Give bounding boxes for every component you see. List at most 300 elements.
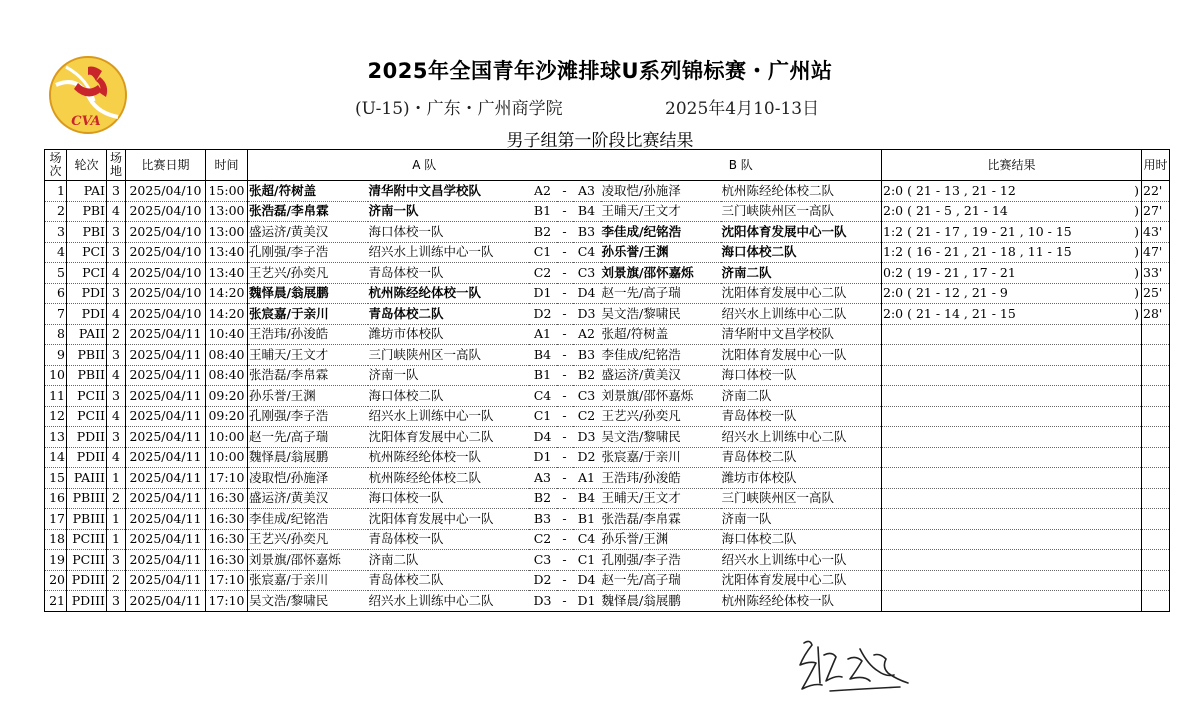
row-b-players: 王浩玮/孙浚皓 <box>601 468 721 489</box>
row-time: 16:30 <box>206 509 248 530</box>
table-row <box>45 242 1170 263</box>
row-a-pos: C2 <box>529 263 557 284</box>
row-court: 3 <box>107 591 126 612</box>
row-duration <box>1142 406 1170 427</box>
row-duration <box>1142 468 1170 489</box>
row-date: 2025/04/10 <box>126 201 206 222</box>
row-result-score: 2:0 ( 21 - 14 , 21 - 15 <box>883 305 1016 321</box>
table-row <box>45 365 1170 386</box>
row-result-score: 0:2 ( 19 - 21 , 17 - 21 <box>883 264 1016 280</box>
row-time: 14:20 <box>206 283 248 304</box>
subtitle-date: 2025年4月10-13日 <box>665 99 820 119</box>
row-round: PBII <box>67 345 107 366</box>
row-b-pos: B3 <box>573 345 601 366</box>
row-duration <box>1142 591 1170 612</box>
row-dash: - <box>557 406 573 427</box>
row-a-team: 济南一队 <box>368 201 529 222</box>
row-b-team: 海口体校二队 <box>721 242 882 263</box>
row-time: 17:10 <box>206 468 248 489</box>
row-court: 4 <box>107 406 126 427</box>
row-b-pos: B4 <box>573 488 601 509</box>
row-a-team: 绍兴水上训练中心一队 <box>368 242 529 263</box>
row-result <box>882 201 1142 222</box>
row-b-players: 张超/符树盖 <box>601 324 721 345</box>
row-a-team: 青岛体校一队 <box>368 263 529 284</box>
row-dash: - <box>557 365 573 386</box>
row-a-team: 青岛体校一队 <box>368 529 529 550</box>
row-date: 2025/04/11 <box>126 406 206 427</box>
row-round: PBII <box>67 365 107 386</box>
row-b-pos: D3 <box>573 427 601 448</box>
row-no: 12 <box>45 406 67 427</box>
row-dash: - <box>557 222 573 243</box>
row-date: 2025/04/11 <box>126 509 206 530</box>
row-time: 09:20 <box>206 386 248 407</box>
row-round: PBIII <box>67 509 107 530</box>
row-date: 2025/04/11 <box>126 324 206 345</box>
row-result <box>882 345 1142 366</box>
row-dash: - <box>557 263 573 284</box>
row-court: 2 <box>107 324 126 345</box>
row-b-team: 清华附中文昌学校队 <box>721 324 882 345</box>
row-result <box>882 570 1142 591</box>
row-a-team: 青岛体校二队 <box>368 570 529 591</box>
row-b-players: 张浩磊/李帛霖 <box>601 509 721 530</box>
row-a-players: 张宸嘉/于亲川 <box>248 304 368 325</box>
table-row <box>45 529 1170 550</box>
row-duration: 27' <box>1142 201 1170 222</box>
table-row <box>45 181 1170 202</box>
row-round: PAII <box>67 324 107 345</box>
row-b-pos: D4 <box>573 570 601 591</box>
row-a-players: 王艺兴/孙奕凡 <box>248 263 368 284</box>
row-result <box>882 242 1142 263</box>
row-no: 13 <box>45 427 67 448</box>
row-dash: - <box>557 345 573 366</box>
row-b-players: 王晡天/王文才 <box>601 488 721 509</box>
table-row <box>45 550 1170 571</box>
row-dash: - <box>557 447 573 468</box>
row-a-pos: B3 <box>529 509 557 530</box>
row-time: 10:00 <box>206 447 248 468</box>
row-round: PDIII <box>67 570 107 591</box>
row-b-team: 绍兴水上训练中心二队 <box>721 427 882 448</box>
row-duration: 47' <box>1142 242 1170 263</box>
row-a-pos: D1 <box>529 447 557 468</box>
table-row <box>45 468 1170 489</box>
row-b-players: 刘景旗/邵怀嘉烁 <box>601 263 721 284</box>
table-row <box>45 509 1170 530</box>
row-result <box>882 181 1142 202</box>
row-round: PCI <box>67 242 107 263</box>
row-court: 3 <box>107 345 126 366</box>
header-no: 场次 <box>45 150 67 181</box>
row-b-players: 赵一先/高子瑞 <box>601 283 721 304</box>
row-no: 15 <box>45 468 67 489</box>
row-time: 08:40 <box>206 345 248 366</box>
row-a-players: 孙乐誉/王渊 <box>248 386 368 407</box>
row-a-pos: C1 <box>529 406 557 427</box>
row-b-pos: A2 <box>573 324 601 345</box>
row-a-pos: D3 <box>529 591 557 612</box>
row-no: 17 <box>45 509 67 530</box>
row-no: 5 <box>45 263 67 284</box>
row-court: 3 <box>107 283 126 304</box>
row-dash: - <box>557 386 573 407</box>
row-b-team: 绍兴水上训练中心一队 <box>721 550 882 571</box>
row-court: 4 <box>107 263 126 284</box>
row-result-score: 2:0 ( 21 - 13 , 21 - 12 <box>883 182 1016 198</box>
row-time: 08:40 <box>206 365 248 386</box>
row-b-players: 魏怿晨/翁展鹏 <box>601 591 721 612</box>
row-result <box>882 406 1142 427</box>
row-date: 2025/04/10 <box>126 283 206 304</box>
row-b-team: 沈阳体育发展中心一队 <box>721 222 882 243</box>
row-dash: - <box>557 242 573 263</box>
subtitle-event: (U-15)・广东・广州商学院 <box>355 99 563 119</box>
row-b-pos: C2 <box>573 406 601 427</box>
row-time: 16:30 <box>206 488 248 509</box>
header-team-b: B 队 <box>601 150 882 181</box>
row-time: 09:20 <box>206 406 248 427</box>
row-time: 10:00 <box>206 427 248 448</box>
row-date: 2025/04/11 <box>126 386 206 407</box>
row-date: 2025/04/11 <box>126 345 206 366</box>
row-duration <box>1142 365 1170 386</box>
row-result <box>882 365 1142 386</box>
row-date: 2025/04/11 <box>126 591 206 612</box>
row-no: 21 <box>45 591 67 612</box>
row-a-players: 张超/符树盖 <box>248 181 368 202</box>
row-court: 3 <box>107 386 126 407</box>
row-result <box>882 283 1142 304</box>
row-result <box>882 447 1142 468</box>
row-b-pos: C4 <box>573 242 601 263</box>
row-result <box>882 222 1142 243</box>
row-b-players: 张宸嘉/于亲川 <box>601 447 721 468</box>
table-row <box>45 222 1170 243</box>
row-no: 18 <box>45 529 67 550</box>
row-dash: - <box>557 468 573 489</box>
row-b-pos: D1 <box>573 591 601 612</box>
row-b-pos: C1 <box>573 550 601 571</box>
table-row <box>45 324 1170 345</box>
row-result <box>882 304 1142 325</box>
row-court: 2 <box>107 570 126 591</box>
row-a-team: 济南二队 <box>368 550 529 571</box>
row-b-players: 孔刚强/李子浩 <box>601 550 721 571</box>
row-duration <box>1142 386 1170 407</box>
header-time: 时间 <box>206 150 248 181</box>
row-duration <box>1142 509 1170 530</box>
row-court: 3 <box>107 181 126 202</box>
row-a-players: 李佳成/纪铭浩 <box>248 509 368 530</box>
row-round: PCIII <box>67 550 107 571</box>
row-court: 1 <box>107 468 126 489</box>
row-a-team: 杭州陈经纶体校一队 <box>368 283 529 304</box>
row-a-team: 杭州陈经纶体校二队 <box>368 468 529 489</box>
results-table <box>44 149 1170 612</box>
row-b-pos: C4 <box>573 529 601 550</box>
row-b-players: 李佳成/纪铭浩 <box>601 345 721 366</box>
row-dash: - <box>557 427 573 448</box>
row-result-close: ) <box>1134 244 1139 260</box>
row-duration: 33' <box>1142 263 1170 284</box>
row-date: 2025/04/11 <box>126 427 206 448</box>
row-court: 3 <box>107 222 126 243</box>
row-a-team: 潍坊市体校队 <box>368 324 529 345</box>
row-court: 4 <box>107 447 126 468</box>
row-b-team: 沈阳体育发展中心二队 <box>721 283 882 304</box>
row-no: 7 <box>45 304 67 325</box>
row-no: 11 <box>45 386 67 407</box>
row-b-team: 济南二队 <box>721 386 882 407</box>
row-b-players: 赵一先/高子瑞 <box>601 570 721 591</box>
row-b-players: 王晡天/王文才 <box>601 201 721 222</box>
row-dash: - <box>557 304 573 325</box>
row-a-players: 张宸嘉/于亲川 <box>248 570 368 591</box>
row-b-team: 济南二队 <box>721 263 882 284</box>
table-row <box>45 488 1170 509</box>
row-result-score: 2:0 ( 21 - 12 , 21 - 9 <box>883 285 1008 301</box>
row-a-players: 赵一先/高子瑞 <box>248 427 368 448</box>
header-round: 轮次 <box>67 150 107 181</box>
row-result <box>882 529 1142 550</box>
row-b-pos: C3 <box>573 263 601 284</box>
row-a-players: 凌取恺/孙施泽 <box>248 468 368 489</box>
row-a-pos: B1 <box>529 365 557 386</box>
row-dash: - <box>557 488 573 509</box>
row-a-players: 盛运济/黄美汉 <box>248 488 368 509</box>
row-date: 2025/04/11 <box>126 488 206 509</box>
row-result-close: ) <box>1134 182 1139 198</box>
table-row <box>45 386 1170 407</box>
row-result <box>882 468 1142 489</box>
row-court: 1 <box>107 529 126 550</box>
row-date: 2025/04/10 <box>126 242 206 263</box>
row-round: PBI <box>67 222 107 243</box>
table-row <box>45 283 1170 304</box>
row-no: 2 <box>45 201 67 222</box>
row-time: 16:30 <box>206 550 248 571</box>
row-a-players: 孔刚强/李子浩 <box>248 406 368 427</box>
row-no: 20 <box>45 570 67 591</box>
row-round: PDII <box>67 427 107 448</box>
row-b-players: 李佳成/纪铭浩 <box>601 222 721 243</box>
row-round: PAI <box>67 181 107 202</box>
row-a-pos: D1 <box>529 283 557 304</box>
row-b-players: 盛运济/黄美汉 <box>601 365 721 386</box>
row-duration: 43' <box>1142 222 1170 243</box>
group-title: 男子组第一阶段比赛结果 <box>506 131 694 151</box>
row-a-pos: C3 <box>529 550 557 571</box>
row-result <box>882 591 1142 612</box>
row-round: PDIII <box>67 591 107 612</box>
row-duration <box>1142 447 1170 468</box>
row-round: PCIII <box>67 529 107 550</box>
row-result <box>882 488 1142 509</box>
row-a-players: 魏怿晨/翁展鹏 <box>248 447 368 468</box>
row-b-team: 三门峡陕州区一高队 <box>721 201 882 222</box>
row-time: 16:30 <box>206 529 248 550</box>
row-b-players: 凌取恺/孙施泽 <box>601 181 721 202</box>
row-result-close: ) <box>1134 223 1139 239</box>
row-a-players: 王晡天/王文才 <box>248 345 368 366</box>
row-b-pos: D3 <box>573 304 601 325</box>
table-row <box>45 263 1170 284</box>
row-no: 4 <box>45 242 67 263</box>
table-row <box>45 447 1170 468</box>
row-duration: 28' <box>1142 304 1170 325</box>
row-court: 4 <box>107 201 126 222</box>
row-no: 19 <box>45 550 67 571</box>
row-time: 15:00 <box>206 181 248 202</box>
row-time: 10:40 <box>206 324 248 345</box>
row-a-pos: B2 <box>529 222 557 243</box>
row-date: 2025/04/11 <box>126 468 206 489</box>
row-date: 2025/04/10 <box>126 304 206 325</box>
header-result: 比赛结果 <box>882 150 1142 181</box>
logo-text: CVA <box>71 114 101 129</box>
row-date: 2025/04/10 <box>126 263 206 284</box>
table-row <box>45 345 1170 366</box>
row-time: 13:00 <box>206 222 248 243</box>
row-a-players: 吴文浩/黎啸民 <box>248 591 368 612</box>
row-dash: - <box>557 591 573 612</box>
row-a-pos: D2 <box>529 570 557 591</box>
row-b-pos: B1 <box>573 509 601 530</box>
row-result <box>882 427 1142 448</box>
row-b-players: 刘景旗/邵怀嘉烁 <box>601 386 721 407</box>
row-no: 6 <box>45 283 67 304</box>
header-court: 场地 <box>107 150 126 181</box>
row-no: 1 <box>45 181 67 202</box>
row-a-team: 绍兴水上训练中心一队 <box>368 406 529 427</box>
row-time: 13:00 <box>206 201 248 222</box>
row-a-pos: A2 <box>529 181 557 202</box>
row-b-pos: B3 <box>573 222 601 243</box>
row-b-pos: A3 <box>573 181 601 202</box>
row-a-pos: B4 <box>529 345 557 366</box>
row-time: 14:20 <box>206 304 248 325</box>
row-result <box>882 263 1142 284</box>
row-duration <box>1142 427 1170 448</box>
row-a-team: 海口体校二队 <box>368 386 529 407</box>
row-dash: - <box>557 201 573 222</box>
row-a-players: 刘景旗/邵怀嘉烁 <box>248 550 368 571</box>
row-duration <box>1142 570 1170 591</box>
row-court: 3 <box>107 242 126 263</box>
row-duration: 25' <box>1142 283 1170 304</box>
row-date: 2025/04/10 <box>126 222 206 243</box>
row-date: 2025/04/11 <box>126 529 206 550</box>
row-a-players: 王浩玮/孙浚皓 <box>248 324 368 345</box>
row-a-pos: D2 <box>529 304 557 325</box>
row-a-players: 盛运济/黄美汉 <box>248 222 368 243</box>
row-dash: - <box>557 570 573 591</box>
table-row <box>45 304 1170 325</box>
row-round: PCII <box>67 386 107 407</box>
row-result-score: 2:0 ( 21 - 5 , 21 - 14 <box>883 203 1008 219</box>
row-duration <box>1142 529 1170 550</box>
row-b-players: 王艺兴/孙奕凡 <box>601 406 721 427</box>
row-result <box>882 550 1142 571</box>
row-result-close: ) <box>1134 285 1139 301</box>
row-duration <box>1142 488 1170 509</box>
page-title: 2025年全国青年沙滩排球U系列锦标赛・广州站 <box>367 59 833 83</box>
row-court: 1 <box>107 509 126 530</box>
row-time: 13:40 <box>206 242 248 263</box>
row-duration <box>1142 345 1170 366</box>
row-round: PDII <box>67 447 107 468</box>
header-duration: 用时 <box>1142 150 1170 181</box>
row-date: 2025/04/11 <box>126 447 206 468</box>
row-b-team: 三门峡陕州区一高队 <box>721 488 882 509</box>
row-court: 2 <box>107 488 126 509</box>
row-b-pos: C3 <box>573 386 601 407</box>
row-a-players: 王艺兴/孙奕凡 <box>248 529 368 550</box>
row-a-team: 青岛体校二队 <box>368 304 529 325</box>
row-a-pos: D4 <box>529 427 557 448</box>
row-b-team: 绍兴水上训练中心二队 <box>721 304 882 325</box>
table-row <box>45 570 1170 591</box>
row-b-players: 吴文浩/黎啸民 <box>601 427 721 448</box>
row-duration <box>1142 324 1170 345</box>
row-result <box>882 386 1142 407</box>
row-no: 8 <box>45 324 67 345</box>
row-a-pos: C4 <box>529 386 557 407</box>
row-b-players: 孙乐誉/王渊 <box>601 242 721 263</box>
row-result <box>882 324 1142 345</box>
row-b-team: 沈阳体育发展中心一队 <box>721 345 882 366</box>
header-date: 比赛日期 <box>126 150 206 181</box>
row-result-score: 1:2 ( 21 - 17 , 19 - 21 , 10 - 15 <box>883 223 1072 239</box>
row-a-pos: B1 <box>529 201 557 222</box>
table-header <box>45 150 1170 181</box>
row-a-team: 沈阳体育发展中心一队 <box>368 509 529 530</box>
row-date: 2025/04/11 <box>126 550 206 571</box>
row-dash: - <box>557 529 573 550</box>
row-a-team: 清华附中文昌学校队 <box>368 181 529 202</box>
row-date: 2025/04/11 <box>126 365 206 386</box>
row-date: 2025/04/10 <box>126 181 206 202</box>
row-a-players: 张浩磊/李帛霖 <box>248 201 368 222</box>
row-round: PBIII <box>67 488 107 509</box>
row-round: PDI <box>67 304 107 325</box>
row-a-team: 海口体校一队 <box>368 488 529 509</box>
row-no: 10 <box>45 365 67 386</box>
row-a-team: 沈阳体育发展中心二队 <box>368 427 529 448</box>
row-time: 17:10 <box>206 591 248 612</box>
row-result-score: 1:2 ( 16 - 21 , 21 - 18 , 11 - 15 <box>883 244 1072 260</box>
row-court: 3 <box>107 550 126 571</box>
row-court: 3 <box>107 427 126 448</box>
row-time: 13:40 <box>206 263 248 284</box>
row-result <box>882 509 1142 530</box>
row-time: 17:10 <box>206 570 248 591</box>
row-result-close: ) <box>1134 305 1139 321</box>
row-b-pos: B2 <box>573 365 601 386</box>
table-row <box>45 591 1170 612</box>
row-b-pos: D4 <box>573 283 601 304</box>
row-round: PBI <box>67 201 107 222</box>
row-dash: - <box>557 550 573 571</box>
row-a-team: 海口体校一队 <box>368 222 529 243</box>
row-b-team: 潍坊市体校队 <box>721 468 882 489</box>
row-a-team: 三门峡陕州区一高队 <box>368 345 529 366</box>
row-b-team: 青岛体校二队 <box>721 447 882 468</box>
row-a-team: 济南一队 <box>368 365 529 386</box>
